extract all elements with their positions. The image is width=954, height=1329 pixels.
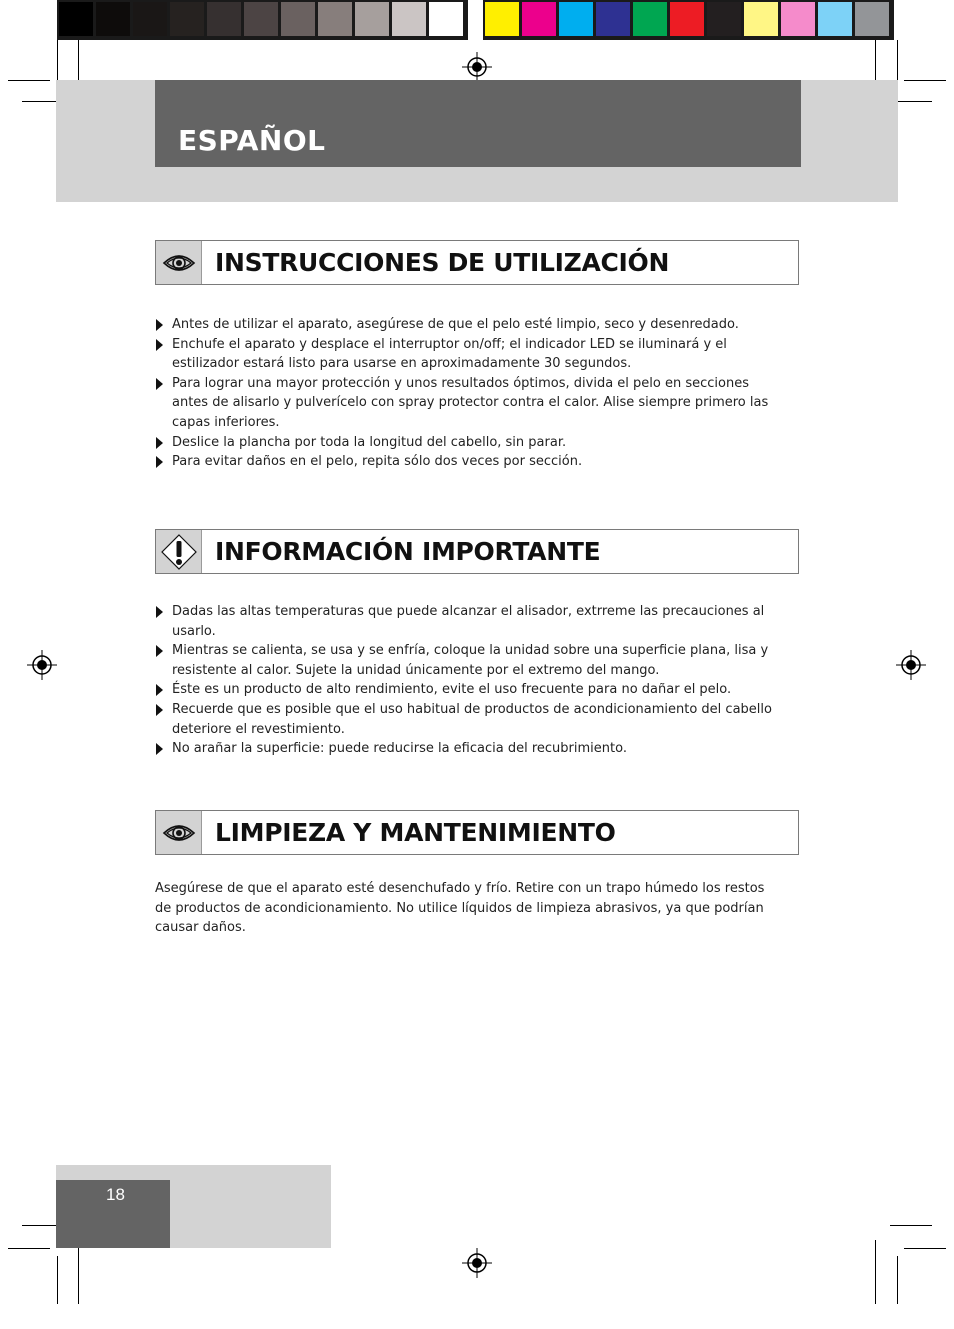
gray-swatch xyxy=(355,2,389,36)
color-swatch xyxy=(707,2,741,36)
list-item xyxy=(155,335,785,374)
section-header-cleaning xyxy=(155,810,799,855)
list-item-text: Mientras se calienta, se usa y se enfría, coloque la unidad sobre una superficie plana, lisa y resistente al calor. Sujete la unidad únicamente por el extremo del mango. xyxy=(172,643,769,678)
eye-icon xyxy=(156,811,202,854)
registration-mark-icon xyxy=(896,650,926,680)
color-swatch xyxy=(633,2,667,36)
list-item xyxy=(155,315,785,335)
registration-mark-icon xyxy=(462,1248,492,1278)
list-item xyxy=(155,680,785,700)
bullet-arrow-icon xyxy=(156,743,163,755)
instructions-list xyxy=(155,315,785,472)
color-swatch xyxy=(522,2,556,36)
list-item-text: Para evitar daños en el pelo, repita sólo dos veces por sección. xyxy=(172,454,583,470)
color-swatch xyxy=(781,2,815,36)
list-item-text: No arañar la superficie: puede reducirse la eficacia del recubrimiento. xyxy=(172,741,627,757)
section-header-important-info xyxy=(155,529,799,574)
bullet-arrow-icon xyxy=(156,437,163,449)
registration-mark-icon xyxy=(27,650,57,680)
list-item-text: Deslice la plancha por toda la longitud del cabello, sin parar. xyxy=(172,434,567,450)
list-item-text: Antes de utilizar el aparato, asegúrese de que el pelo esté limpio, seco y desenredado. xyxy=(172,317,739,332)
gray-swatch xyxy=(318,2,352,36)
bullet-arrow-icon xyxy=(156,645,163,657)
color-swatch xyxy=(818,2,852,36)
color-swatch xyxy=(744,2,778,36)
list-item xyxy=(155,641,785,680)
bullet-arrow-icon xyxy=(156,319,163,331)
section-header-instructions xyxy=(155,240,799,285)
list-item xyxy=(155,433,785,453)
color-calibration-bar xyxy=(483,0,894,40)
list-item-text: Recuerde que es posible que el uso habitual de productos de acondicionamiento del cabello deteriore el revestimiento. xyxy=(172,701,772,737)
list-item xyxy=(155,602,785,641)
color-swatch xyxy=(670,2,704,36)
registration-mark-icon xyxy=(462,52,492,82)
color-swatch xyxy=(485,2,519,36)
list-item xyxy=(155,374,785,433)
gray-swatch xyxy=(429,2,463,36)
bullet-arrow-icon xyxy=(156,456,163,468)
page-number: 18 xyxy=(106,1185,125,1204)
list-item xyxy=(155,739,785,759)
gray-swatch xyxy=(133,2,167,36)
gray-swatch xyxy=(59,2,93,36)
bullet-arrow-icon xyxy=(156,704,163,716)
color-swatch xyxy=(559,2,593,36)
list-item-text: Éste es un producto de alto rendimiento, evite el uso frecuente para no dañar el pelo. xyxy=(172,682,732,698)
cleaning-paragraph: Asegúrese de que el aparato esté desenchufado y frío. Retire con un trapo húmedo los restos de productos de acondicionamiento. No utilice líquidos de limpieza abrasivos, ya que podrían causar daños. xyxy=(155,881,765,936)
important-info-list xyxy=(155,602,785,759)
warning-icon xyxy=(156,530,202,573)
color-swatch xyxy=(596,2,630,36)
bullet-arrow-icon xyxy=(156,339,163,351)
gray-swatch xyxy=(392,2,426,36)
bullet-arrow-icon xyxy=(156,606,163,618)
list-item-text: Dadas las altas temperaturas que puede alcanzar el alisador, extrreme las precauciones al usarlo. xyxy=(172,604,765,639)
list-item-text: Para lograr una mayor protección y unos resultados óptimos, divida el pelo en secciones antes de alisarlo y pulverícelo con spray protector contra el calor. Alise siempre primero las capas inferiores. xyxy=(172,375,769,430)
grayscale-calibration-bar xyxy=(57,0,468,40)
list-item xyxy=(155,700,785,739)
gray-swatch xyxy=(281,2,315,36)
bullet-arrow-icon xyxy=(156,684,163,696)
gray-swatch xyxy=(170,2,204,36)
gray-swatch xyxy=(207,2,241,36)
page-title: ESPAÑOL xyxy=(178,124,326,157)
gray-swatch xyxy=(244,2,278,36)
section-title: INFORMACIÓN IMPORTANTE xyxy=(215,537,601,566)
color-swatch xyxy=(855,2,889,36)
list-item-text: Enchufe el aparato y desplace el interruptor on/off; el indicador LED se iluminará y el estilizador estará listo para usarse en aproximadamente 30 segundos. xyxy=(172,336,727,372)
list-item xyxy=(155,452,785,472)
bullet-arrow-icon xyxy=(156,378,163,390)
eye-icon xyxy=(156,241,202,284)
section-title: LIMPIEZA Y MANTENIMIENTO xyxy=(215,818,616,847)
section-title: INSTRUCCIONES DE UTILIZACIÓN xyxy=(215,248,670,277)
gray-swatch xyxy=(96,2,130,36)
